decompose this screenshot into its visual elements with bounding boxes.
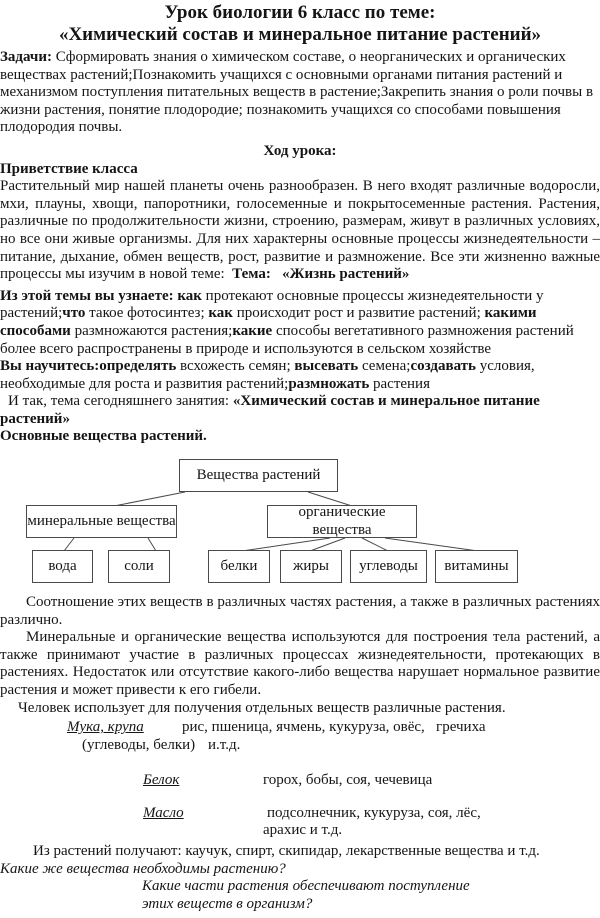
lesson-flow-header: Ход урока: bbox=[263, 142, 337, 159]
diagram-node-vitamins: витамины bbox=[435, 550, 518, 583]
diagram-node-root: Вещества растений bbox=[179, 459, 338, 492]
diagram-node-mineral: минеральные вещества bbox=[26, 505, 177, 538]
question-2-line2: этих веществ в организм? bbox=[142, 896, 313, 912]
greeting-header: Приветствие класса bbox=[0, 160, 138, 177]
row3-label: Белок bbox=[143, 772, 180, 789]
substances-diagram bbox=[0, 448, 600, 586]
diagram-node-salts: соли bbox=[108, 550, 170, 583]
question-2-line1: Какие части растения обеспечивают поступление bbox=[142, 878, 470, 895]
topics-paragraph: Из этой темы вы узнаете: как протекают основные процессы жизнедеятельности у растений;что такое фотосинтез; как происходит рост и развитие растений; какими способами размножаются растения;какие способы вегетативного размножения растений более всего распространены в природе и используются в сельском хозяйстве bbox=[0, 287, 574, 357]
ratio-paragraph: Соотношение этих веществ в различных частях растения, а также в различных растениях различно. bbox=[0, 594, 600, 628]
human-use-paragraph: Человек использует для получения отдельных веществ различные растения. bbox=[18, 699, 506, 716]
tasks-paragraph: Задачи: Сформировать знания о химическом составе, о неорганических и органических веществах растений;Познакомить учащихся с основными органами питания растений и механизмом поступления питательных веществ в растение;Закрепить знания о роли почвы в жизни растения, понятие плодородие; познакомить учащихся со способами повышения плодородия почвы. bbox=[0, 49, 594, 136]
doc-title-line1: Урок биологии 6 класс по теме: bbox=[164, 2, 436, 23]
diagram-node-carbohydrates: углеводы bbox=[350, 550, 427, 583]
row1-label: Мука, крупа bbox=[67, 719, 144, 736]
skills-paragraph: Вы научитесь:определять всхожесть семян; высевать семена;создавать условия, необходимые для роста и развития растений;размножать растения bbox=[0, 358, 535, 392]
substances-header: Основные вещества растений. bbox=[0, 428, 207, 445]
row1-value: рис, пшеница, ячмень, кукуруза, овёс, гречиха bbox=[182, 719, 486, 736]
diagram-node-fats: жиры bbox=[280, 550, 342, 583]
row2-value: и.т.д. bbox=[208, 737, 241, 754]
lesson-intro-paragraph: И так, тема сегодняшнего занятия: «Химический состав и минеральное питание растений» bbox=[0, 393, 540, 427]
row4-label: Масло bbox=[143, 805, 184, 822]
row4-value: подсолнечник, кукуруза, соя, лёс, bbox=[267, 805, 481, 822]
doc-title bbox=[0, 2, 600, 45]
diagram-node-water: вода bbox=[32, 550, 93, 583]
diagram-node-organic: органические вещества bbox=[267, 505, 417, 538]
row2-label: (углеводы, белки) bbox=[82, 737, 196, 754]
question-1: Какие же вещества необходимы растению? bbox=[0, 860, 286, 877]
row5-value: арахис и т.д. bbox=[263, 822, 343, 839]
products-paragraph: Из растений получают: каучук, спирт, скипидар, лекарственные вещества и т.д. bbox=[33, 843, 540, 860]
usage-paragraph: Минеральные и органические вещества используются для построения тела растений, а также принимают участие в различных процессах жизнедеятельности, протекающих в растениях. Недостаток или отсутствие какого-либо вещества нарушает нормальное развитие растения и может привести к его гибели. bbox=[0, 629, 600, 699]
diagram-node-proteins: белки bbox=[208, 550, 270, 583]
doc-title-line2: «Химический состав и минеральное питание растений» bbox=[58, 23, 542, 45]
plant-products-table bbox=[0, 717, 600, 843]
row3-value: горох, бобы, соя, чечевица bbox=[263, 772, 433, 789]
greeting-paragraph: Растительный мир нашей планеты очень разнообразен. В него входят различные водоросли, мхи, плауны, хвощи, папоротники, голосеменные и покрытосеменные растения. Растения, различные по продолжительности жизни, строению, размерам, живут в различных условиях, но все они живые организмы. Для них характерны основные процессы жизнедеятельности – питание, дыхание, обмен веществ, рост, развитие и размножение. Все эти жизненно важные процессы мы изучим в новой теме: Тема: «Жизнь растений» bbox=[0, 178, 600, 283]
